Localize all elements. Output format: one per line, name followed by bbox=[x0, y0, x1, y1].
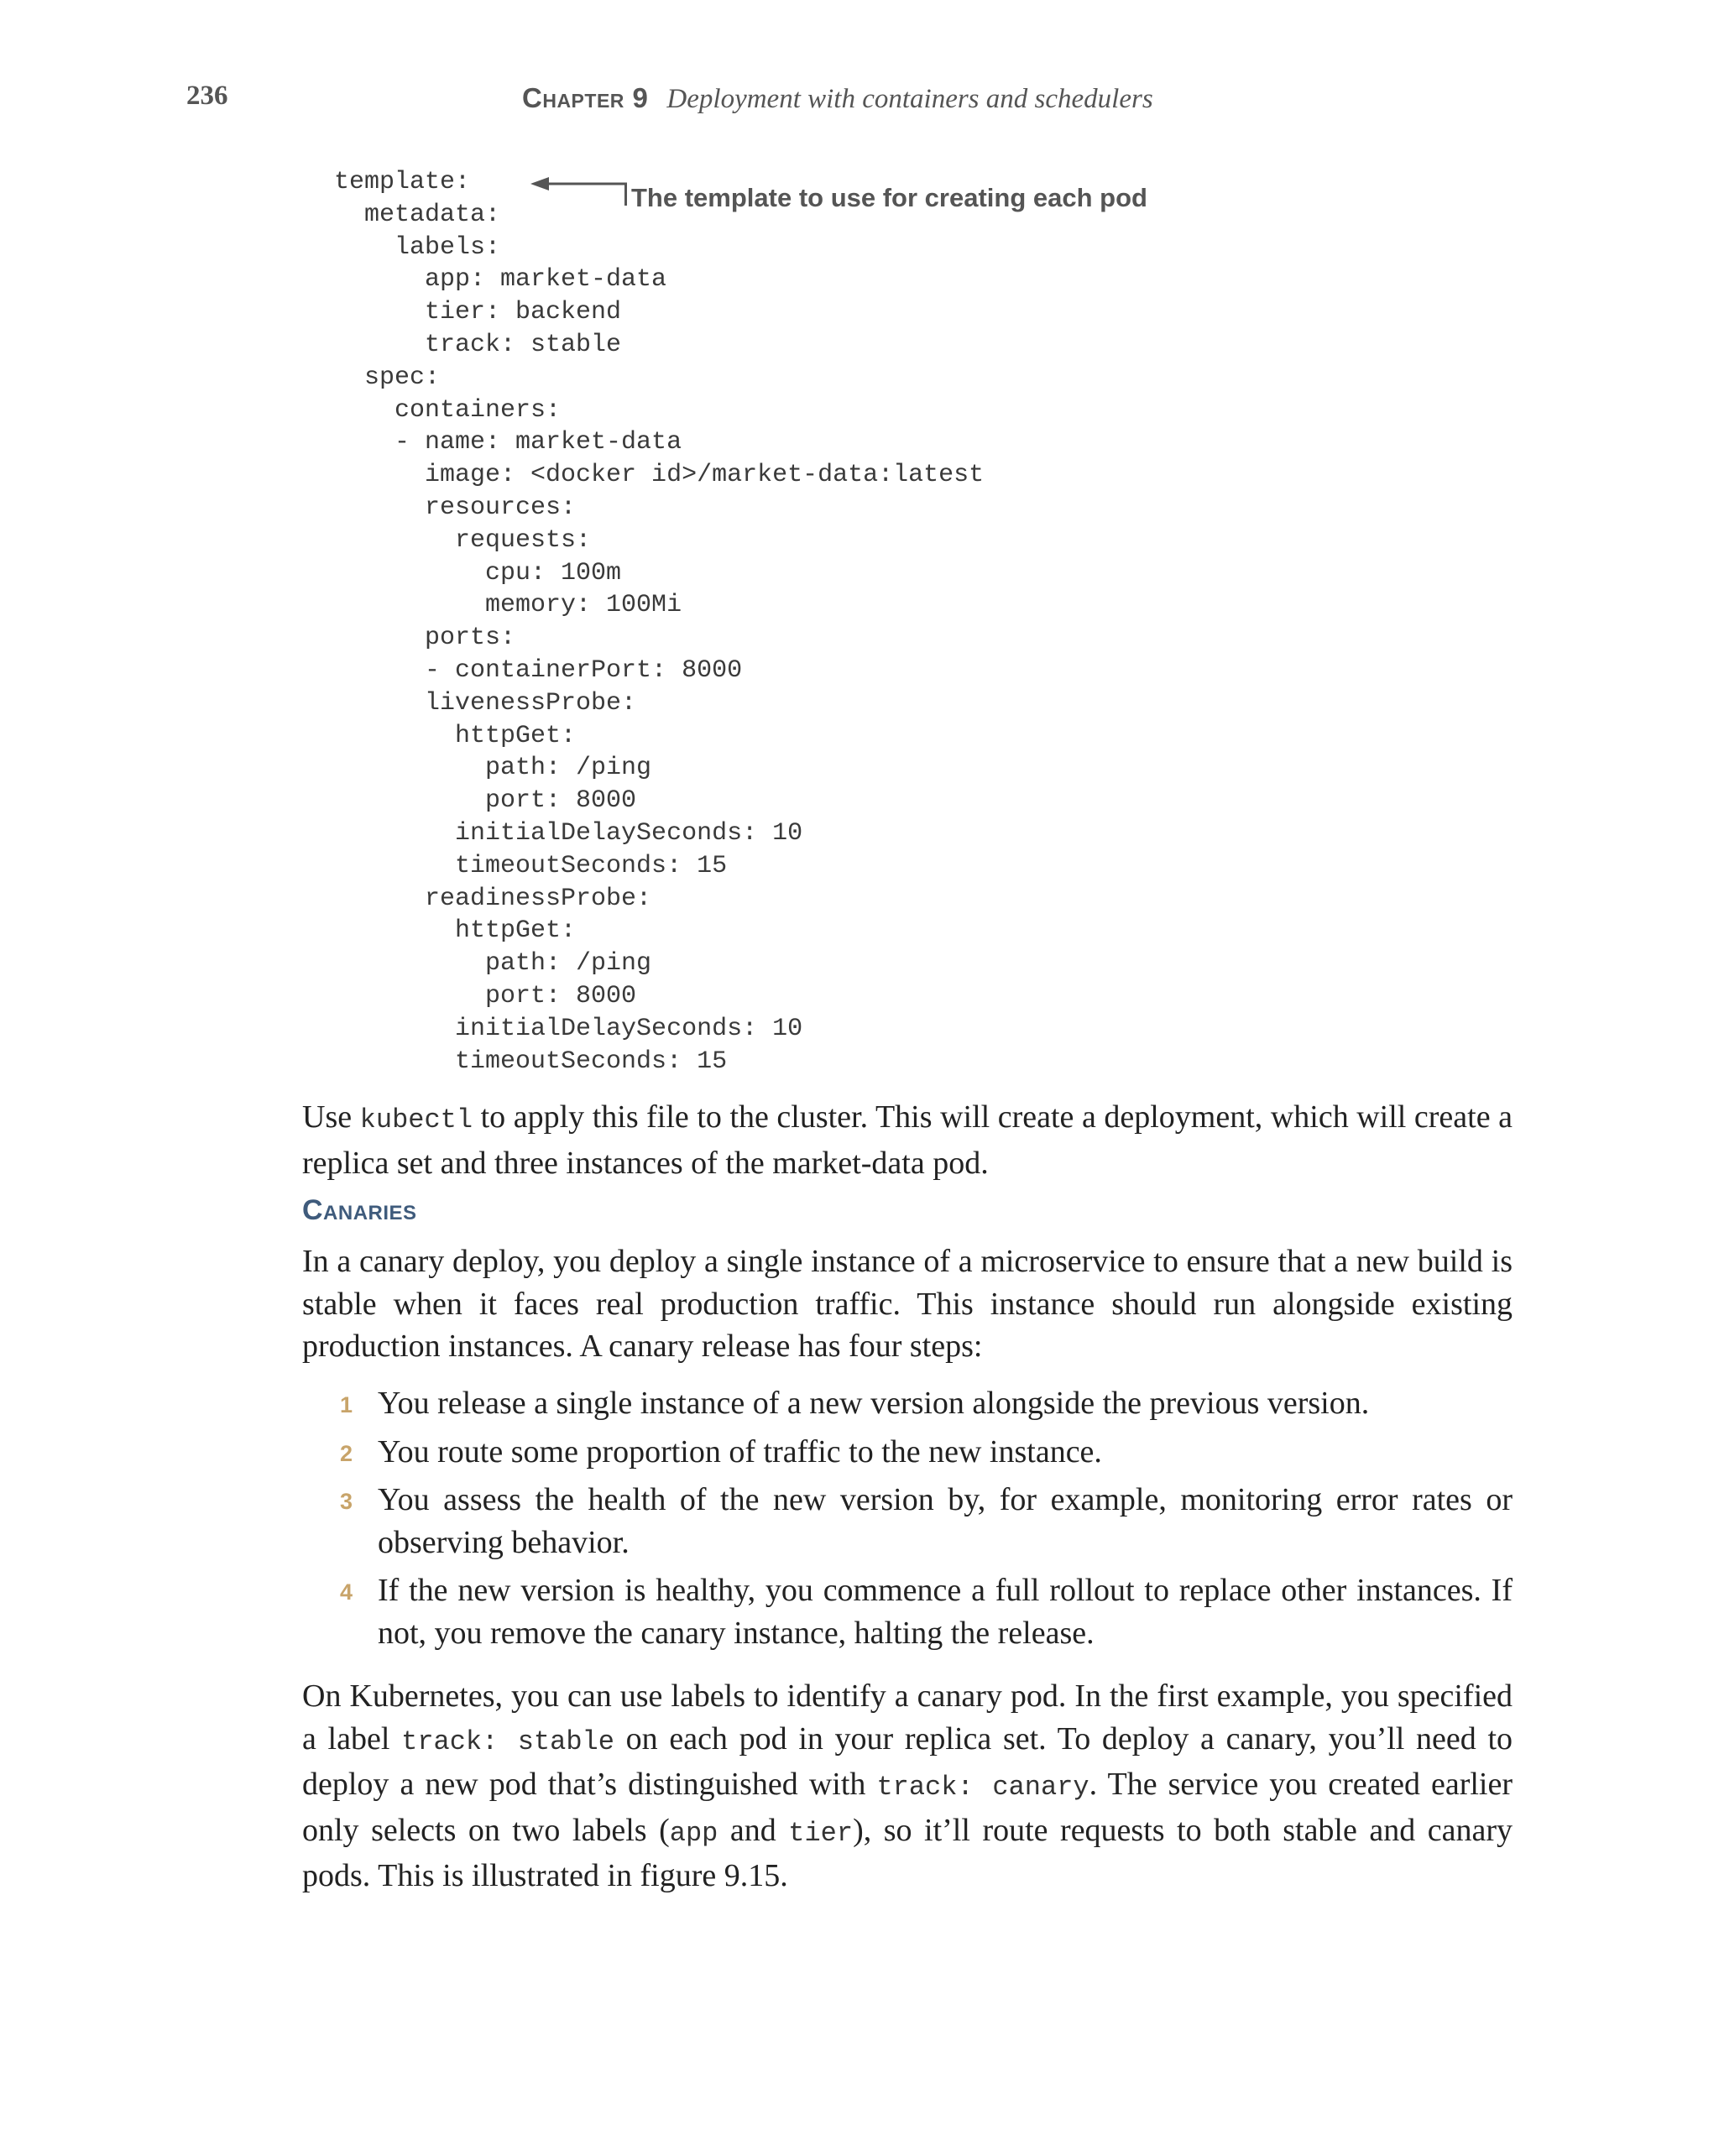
step-number: 1 bbox=[340, 1392, 353, 1417]
code-line: readinessProbe: bbox=[334, 884, 652, 913]
list-item bbox=[336, 1382, 1513, 1425]
code-line: memory: 100Mi bbox=[334, 591, 682, 620]
list-item bbox=[336, 1569, 1513, 1654]
code-line: port: 8000 bbox=[334, 981, 637, 1010]
code-line: resources: bbox=[334, 493, 577, 522]
inline-code: tier bbox=[788, 1817, 854, 1849]
code-line: - containerPort: 8000 bbox=[334, 655, 743, 685]
code-line: initialDelaySeconds: 10 bbox=[334, 1014, 803, 1043]
inline-code: track: stable bbox=[401, 1725, 614, 1757]
page-number: 236 bbox=[186, 81, 228, 111]
code-line: path: /ping bbox=[334, 949, 652, 979]
code-line: path: /ping bbox=[334, 754, 652, 783]
step-number: 2 bbox=[340, 1440, 353, 1466]
code-line: metadata: bbox=[334, 200, 501, 229]
text-run: On Kubernetes, you can use labels to identify a canary pod. In the first example, you specified a label bbox=[302, 1678, 1513, 1757]
paragraph-kubernetes-labels bbox=[302, 1675, 1513, 1898]
step-number: 3 bbox=[340, 1489, 353, 1514]
list-item bbox=[336, 1431, 1513, 1474]
steps-list bbox=[336, 1382, 1513, 1660]
code-line: labels: bbox=[334, 232, 501, 262]
text-run: on each pod in your replica set. To deploy a canary, you’ll need to deploy a new pod that’s distinguished with bbox=[302, 1720, 1513, 1802]
step-text: You assess the health of the new version by, for example, monitoring error rates or observing behavior. bbox=[378, 1482, 1513, 1560]
code-line: timeoutSeconds: 15 bbox=[334, 851, 728, 880]
code-line: requests: bbox=[334, 525, 592, 555]
inline-code: track: canary bbox=[876, 1772, 1089, 1803]
text-run: ), so it’ll route requests to both stable and canary pods. This is illustrated in figure 9.15. bbox=[302, 1812, 1513, 1893]
step-text: You release a single instance of a new version alongside the previous version. bbox=[378, 1386, 1370, 1421]
code-line: timeoutSeconds: 15 bbox=[334, 1047, 728, 1076]
text-run: and bbox=[718, 1812, 789, 1848]
code-line: containers: bbox=[334, 395, 562, 425]
inline-code: app bbox=[669, 1817, 718, 1849]
inline-code: kubectl bbox=[359, 1104, 473, 1135]
code-line: httpGet: bbox=[334, 916, 577, 946]
code-line: cpu: 100m bbox=[334, 558, 622, 587]
text-run: Use bbox=[302, 1099, 360, 1135]
code-line: ports: bbox=[334, 624, 516, 653]
code-line: template: bbox=[334, 168, 471, 196]
code-line: - name: market-data bbox=[334, 428, 682, 457]
code-line: tier: backend bbox=[334, 298, 622, 327]
text-run: to apply this file to the cluster. This will create a deployment, which will create a replica set and three instances of the market-data pod. bbox=[302, 1099, 1513, 1181]
code-line: spec: bbox=[334, 363, 441, 392]
code-line: track: stable bbox=[334, 330, 622, 359]
chapter-label: Chapter 9 bbox=[522, 82, 649, 113]
paragraph-kubectl bbox=[302, 1096, 1513, 1184]
code-listing bbox=[334, 166, 984, 1078]
code-line: image: <docker id>/market-data:latest bbox=[334, 461, 985, 490]
chapter-title: Deployment with containers and schedulers bbox=[666, 84, 1153, 114]
step-text: You route some proportion of traffic to the new instance. bbox=[378, 1433, 1102, 1470]
code-line: livenessProbe: bbox=[334, 688, 637, 718]
step-number: 4 bbox=[340, 1579, 353, 1605]
code-line: initialDelaySeconds: 10 bbox=[334, 818, 803, 848]
code-line: httpGet: bbox=[334, 721, 577, 750]
annotation-arrow-icon bbox=[529, 174, 630, 207]
step-text: If the new version is healthy, you commence a full rollout to replace other instances. If not, you remove the canary instance, halting the release. bbox=[378, 1573, 1513, 1651]
code-line: app: market-data bbox=[334, 265, 667, 295]
code-annotation: The template to use for creating each pod bbox=[631, 183, 1147, 212]
paragraph-canary-intro: In a canary deploy, you deploy a single instance of a microservice to ensure that a new build is stable when it faces real production traffic. This instance should run alongside existing production instances. A canary release has four steps: bbox=[302, 1244, 1513, 1364]
section-heading: Canaries bbox=[302, 1194, 417, 1226]
list-item bbox=[336, 1479, 1513, 1563]
code-line: port: 8000 bbox=[334, 786, 637, 816]
text-run: . The service you created earlier only selects on two labels ( bbox=[302, 1767, 1513, 1848]
running-head bbox=[522, 82, 1153, 115]
